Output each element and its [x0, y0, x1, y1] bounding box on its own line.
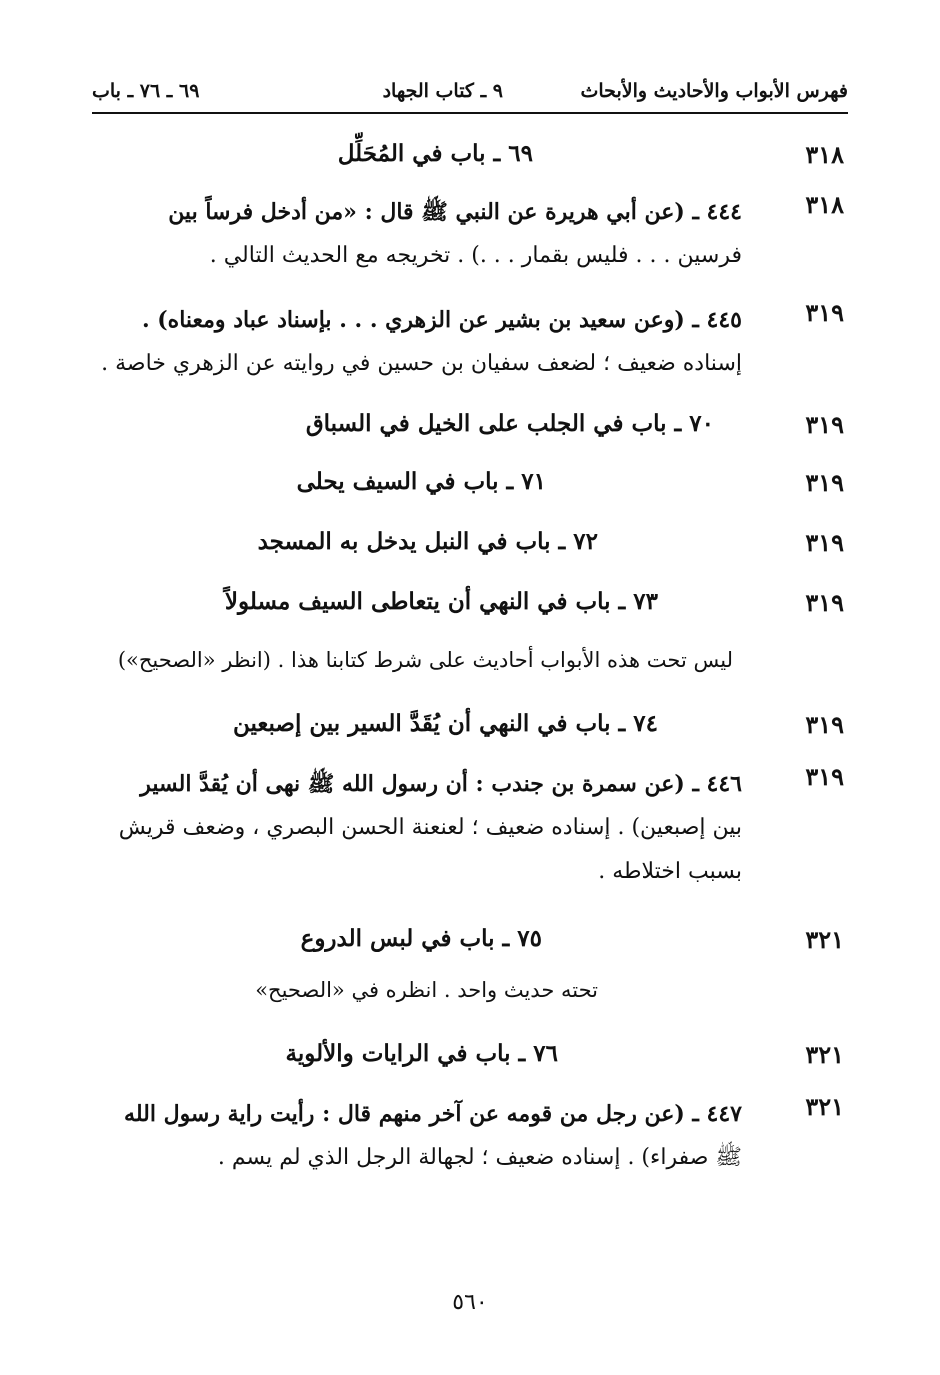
page-number: ٥٦٠	[452, 1290, 488, 1315]
chapter-entry	[92, 528, 848, 568]
hadith-text	[92, 762, 742, 894]
page-reference: ٣١٩	[805, 528, 844, 557]
note-text: ليس تحت هذه الأبواب أحاديث على شرط كتابنا هذا . (انظر «الصحيح»)	[117, 648, 733, 672]
hadith-line: ٤٤٧ ـ (عن رجل من قومه عن آخر منهم قال : رأيت راية رسول الله	[124, 1101, 742, 1127]
chapter-title: ٧٠ ـ باب في الجلب على الخيل في السباق	[305, 410, 714, 437]
chapter-title: ٧٣ ـ باب في النهي أن يتعاطى السيف مسلولاً	[224, 588, 658, 615]
page-reference: ٣١٨	[805, 190, 844, 219]
hadith-line: بسبب اختلاطه .	[598, 859, 742, 884]
hadith-text	[92, 298, 742, 386]
chapter-entry	[92, 588, 848, 628]
hadith-text	[92, 190, 742, 278]
page-reference: ٣٢١	[805, 925, 844, 954]
chapter-title: ٦٩ ـ باب في المُحَلِّل	[337, 140, 533, 167]
chapter-title: ٧٤ ـ باب في النهي أن يُقَدَّ السير بين إصبعين	[232, 710, 658, 737]
hadith-line: فرسين . . . فليس بقمار . . .) . تخريجه مع الحديث التالي .	[209, 243, 742, 268]
header-chapter-range: ٦٩ ـ ٧٦ ـ باب	[92, 80, 200, 102]
page-reference: ٣١٩	[805, 410, 844, 439]
chapter-title: ٧٢ ـ باب في النبل يدخل به المسجد	[257, 528, 598, 555]
page-reference: ٣١٩	[805, 710, 844, 739]
running-header	[92, 74, 848, 114]
chapter-entry	[92, 468, 848, 508]
hadith-entry	[92, 298, 848, 388]
header-book-title: ٩ ـ كتاب الجهاد	[382, 80, 503, 102]
chapter-entry	[92, 925, 848, 965]
header-index-title: فهرس الأبواب والأحاديث والأبحاث	[580, 80, 848, 102]
hadith-text	[92, 1092, 742, 1180]
note-text: تحته حديث واحد . انظره في «الصحيح»	[255, 978, 598, 1002]
hadith-entry	[92, 762, 848, 897]
hadith-line: ٤٤٥ ـ (وعن سعيد بن بشير عن الزهري . . . بإسناد عباد ومعناه) .	[141, 307, 742, 333]
chapter-entry	[92, 1040, 848, 1080]
page-reference: ٣١٩	[805, 298, 844, 327]
hadith-entry	[92, 1092, 848, 1182]
hadith-line: ٤٤٦ ـ (عن سمرة بن جندب : أن رسول الله ﷺ نهى أن يُقدَّ السير	[140, 771, 742, 797]
chapter-title: ٧٦ ـ باب في الرايات والألوية	[285, 1040, 558, 1067]
chapter-entry	[92, 710, 848, 750]
page-reference: ٣١٩	[805, 588, 844, 617]
note-entry	[92, 978, 848, 1018]
chapter-title: ٧١ ـ باب في السيف يحلى	[296, 468, 546, 495]
page-reference: ٣١٨	[805, 140, 844, 169]
hadith-line: ﷺ صفراء) . إسناده ضعيف ؛ لجهالة الرجل الذي لم يسم .	[217, 1145, 742, 1170]
chapter-entry	[92, 410, 848, 450]
page-reference: ٣١٩	[805, 762, 844, 791]
chapter-entry	[92, 140, 848, 180]
hadith-entry	[92, 190, 848, 280]
hadith-line: بين إصبعين) . إسناده ضعيف ؛ لعنعنة الحسن البصري ، وضعف قريش	[118, 815, 742, 840]
hadith-line: ٤٤٤ ـ (عن أبي هريرة عن النبي ﷺ قال : «من أدخل فرساً بين	[168, 199, 742, 225]
chapter-title: ٧٥ ـ باب في لبس الدروع	[300, 925, 542, 952]
hadith-line: إسناده ضعيف ؛ لضعف سفيان بن حسين في روايته عن الزهري خاصة .	[101, 351, 742, 376]
note-entry	[92, 648, 848, 688]
page-reference: ٣٢١	[805, 1092, 844, 1121]
page-reference: ٣٢١	[805, 1040, 844, 1069]
page-reference: ٣١٩	[805, 468, 844, 497]
